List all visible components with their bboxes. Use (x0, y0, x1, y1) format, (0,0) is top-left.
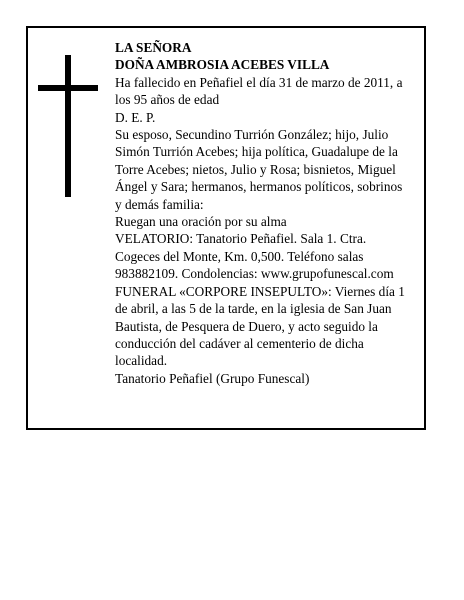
cross-horizontal-bar (38, 85, 98, 91)
prayer-request: Ruegan una oración por su alma (115, 214, 287, 230)
rip-line: D. E. P. (115, 109, 156, 125)
latin-cross-icon (38, 55, 98, 197)
obituary-text (115, 39, 405, 387)
death-announcement: Ha fallecido en Peñafiel el día 31 de marzo de 2011, a los 95 años de edad (115, 74, 403, 108)
notice-heading: LA SEÑORA (115, 40, 192, 55)
family-list: Su esposo, Secundino Turrión González; hijo, Julio Simón Turrión Acebes; hija política, Guadalupe de la Torre Acebes; nietos, Julio y Rosa; bisnietos, Miguel Ángel y Sara; hermanos, hermanos políticos, sobrinos y demás familia: (115, 127, 403, 212)
wake-details: VELATORIO: Tanatorio Peñafiel. Sala 1. Ctra. Cogeces del Monte, Km. 0,500. Teléfono salas 983882109. Condolencias: www.grupofunescal.com (115, 231, 394, 282)
funeral-home-signature: Tanatorio Peñafiel (Grupo Funescal) (115, 370, 310, 386)
cross-vertical-bar (65, 55, 71, 197)
deceased-name: DOÑA AMBROSIA ACEBES VILLA (115, 57, 330, 73)
funeral-details: FUNERAL «CORPORE INSEPULTO»: Viernes día 1 de abril, a las 5 de la tarde, en la iglesia de San Juan Bautista, de Pesquera de Duero, y acto seguido la conducción del cadáver al cementerio de dicha localidad. (115, 283, 405, 369)
